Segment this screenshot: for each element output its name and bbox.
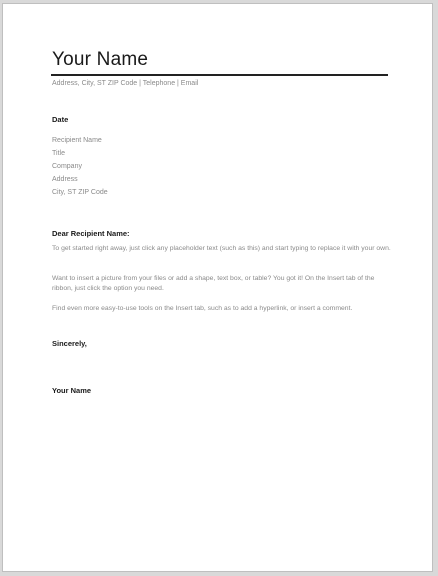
sender-contact-line[interactable]: Address, City, ST ZIP Code | Telephone | Email bbox=[52, 80, 199, 87]
signature-name[interactable]: Your Name bbox=[52, 386, 92, 395]
sender-name[interactable]: Your Name bbox=[52, 49, 149, 70]
recipient-title[interactable]: Title bbox=[52, 150, 65, 157]
letter-page bbox=[2, 3, 433, 572]
recipient-name[interactable]: Recipient Name bbox=[52, 137, 102, 144]
recipient-block bbox=[52, 134, 108, 199]
body-paragraph[interactable]: To get started right away, just click any placeholder text (such as this) and start typing to replace it with your own. bbox=[52, 245, 391, 252]
body-paragraph[interactable]: Want to insert a picture from your files or add a shape, text box, or table? You got it! On the Insert tab of the ribbon, just click the option you need. bbox=[52, 275, 375, 292]
header-divider bbox=[51, 74, 388, 76]
closing[interactable]: Sincerely, bbox=[52, 339, 87, 348]
recipient-company[interactable]: Company bbox=[52, 163, 82, 170]
letter-date[interactable]: Date bbox=[52, 115, 69, 124]
salutation[interactable]: Dear Recipient Name: bbox=[52, 229, 130, 238]
recipient-address[interactable]: Address bbox=[52, 176, 78, 183]
body-paragraph[interactable]: Find even more easy-to-use tools on the Insert tab, such as to add a hyperlink, or insert a comment. bbox=[52, 305, 353, 312]
recipient-city-state-zip[interactable]: City, ST ZIP Code bbox=[52, 189, 108, 196]
